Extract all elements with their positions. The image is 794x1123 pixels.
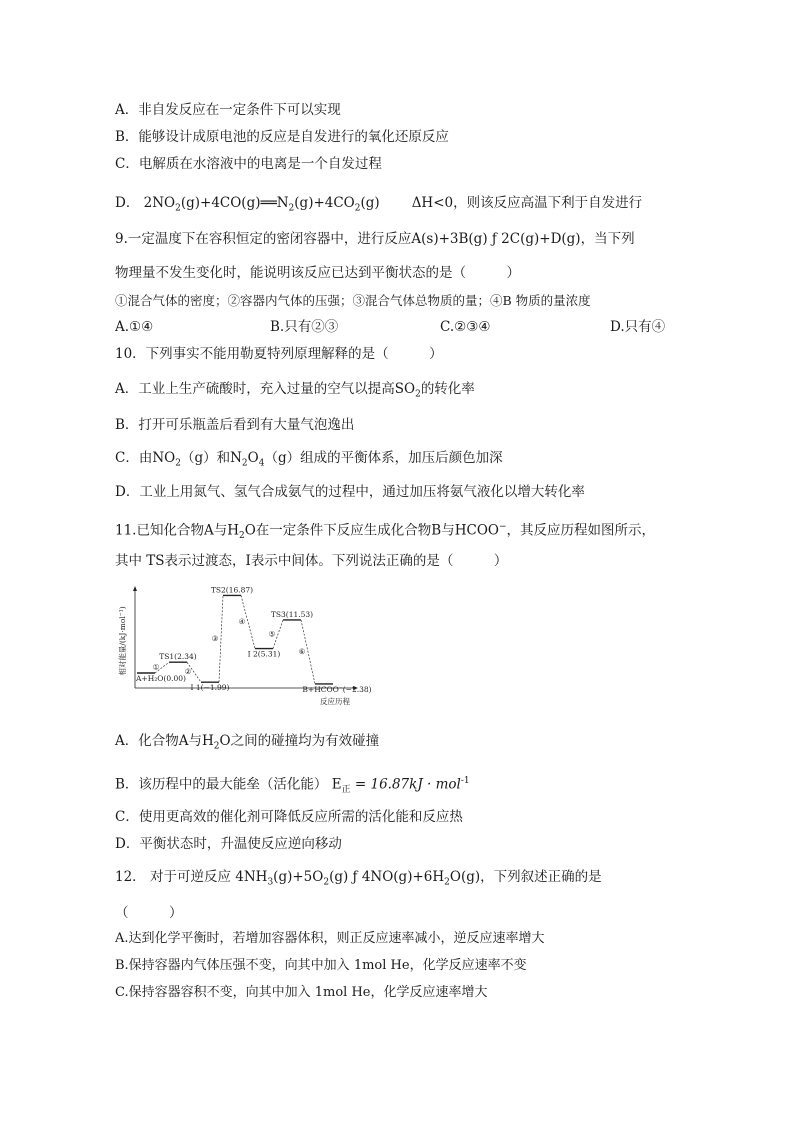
q11-option-a: A．化合物A与$H_2O$之间的碰撞均为有效碰撞 (115, 733, 380, 752)
q9-items: ①混合气体的密度；②容器内气体的压强；③混合气体总物质的量；④B 物质的量浓度 (115, 293, 591, 308)
energy-level-label: B+HCOO⁻(−2.38) (302, 684, 372, 694)
step-number: ③ (211, 633, 219, 643)
q9-stem-line1: 9.一定温度下在容积恒定的密闭容器中，进行反应A(s)+3B(g) ƒ 2C(g)+D(g)，当下列 (115, 231, 635, 247)
q11-option-c: C．使用更高效的催化剂可降低反应所需的活化能和反应热 (115, 809, 463, 825)
step-number: ⑤ (268, 629, 276, 639)
q9-option-b: B.只有②③ (270, 319, 339, 335)
y-axis-arrow (133, 586, 137, 591)
step-number: ⑥ (298, 646, 306, 656)
q12-option-a: A.达到化学平衡时，若增加容器体积，则正反应速率减小，逆反应速率增大 (115, 931, 545, 946)
q10-option-b: B．打开可乐瓶盖后看到有大量气泡逸出 (115, 417, 355, 433)
q8-option-c: C．电解质在水溶液中的电离是一个自发过程 (115, 156, 382, 172)
step-number: ① (152, 662, 160, 672)
q12-option-b: B.保持容器内气体压强不变，向其中加入 1mol He，化学反应速率不变 (115, 958, 527, 973)
step-number: ② (184, 667, 192, 677)
q12-stem: 12． 对于可逆反应 $4NH_3(g)+5O_2(g)$ ƒ $4NO(g)+6H_2O(g)$，下列叙述正确的是 (115, 869, 602, 888)
q12-option-c: C.保持容器容积不变，向其中加入 1mol He，化学反应速率增大 (115, 985, 488, 1000)
q8-option-a: A．非自发反应在一定条件下可以实现 (115, 102, 341, 118)
step-number: ④ (238, 616, 246, 626)
energy-level-label: I 1(−1.99) (190, 683, 230, 693)
energy-levels (135, 585, 372, 694)
q12-answer-blank: （ ） (115, 905, 183, 921)
step-connector (219, 595, 223, 682)
q10-option-a: A．工业上生产硫酸时，充入过量的空气以提高$SO_2$的转化率 (115, 381, 475, 400)
q10-stem: 10．下列事实不能用勒夏特列原理解释的是（ ） (115, 346, 443, 362)
q11-option-d: D．平衡状态时，升温使反应逆向移动 (115, 836, 342, 852)
q11-option-b: B．该历程中的最大能垒（活化能） $E_正 = 16.87kJ \cdot mol^{-1}$ (115, 776, 470, 796)
energy-profile-diagram (115, 583, 372, 708)
energy-level-label: A+H₂O(0.00) (136, 674, 186, 683)
y-axis-label: 相对能量/(kJ·mol⁻¹) (118, 606, 127, 676)
energy-level-label: TS3(11.53) (270, 609, 314, 619)
q11-stem-line1: 11.已知化合物A与$H_2O$在一定条件下反应生成化合物B与HCOO−，其反应历程如图所示， (115, 522, 656, 542)
energy-level-label: TS1(2.34) (159, 652, 197, 662)
q10-option-d: D．工业上用氮气、氢气合成氨气的过程中，通过加压将氨气液化以增大转化率 (115, 484, 585, 500)
energy-level-label: I 2(5.31) (247, 649, 281, 659)
q10-option-c: C．由$NO_2(g)$和$N_2O_4(g)$组成的平衡体系，加压后颜色加深 (115, 450, 503, 469)
q9-option-a: A.①④ (115, 319, 154, 335)
energy-level-label: TS2(16.87) (210, 585, 254, 595)
q9-stem-line2: 物理量不发生变化时，能说明该反应已达到平衡状态的是（ ） (115, 265, 520, 281)
x-axis-label: 反应历程 (320, 697, 350, 706)
q8-option-b: B．能够设计成原电池的反应是自发进行的氧化还原反应 (115, 129, 449, 145)
q9-option-d: D.只有④ (610, 319, 666, 335)
q8-option-d: D． $2NO_2(g)+4CO(g)══N_2(g)+4CO_2(g)$ ΔH<0，则该反应高温下利于自发进行 (115, 195, 643, 214)
q9-option-c: C.②③④ (440, 319, 491, 335)
q11-stem-line2: 其中 TS表示过渡态，I表示中间体。下列说法正确的是（ ） (115, 553, 508, 569)
